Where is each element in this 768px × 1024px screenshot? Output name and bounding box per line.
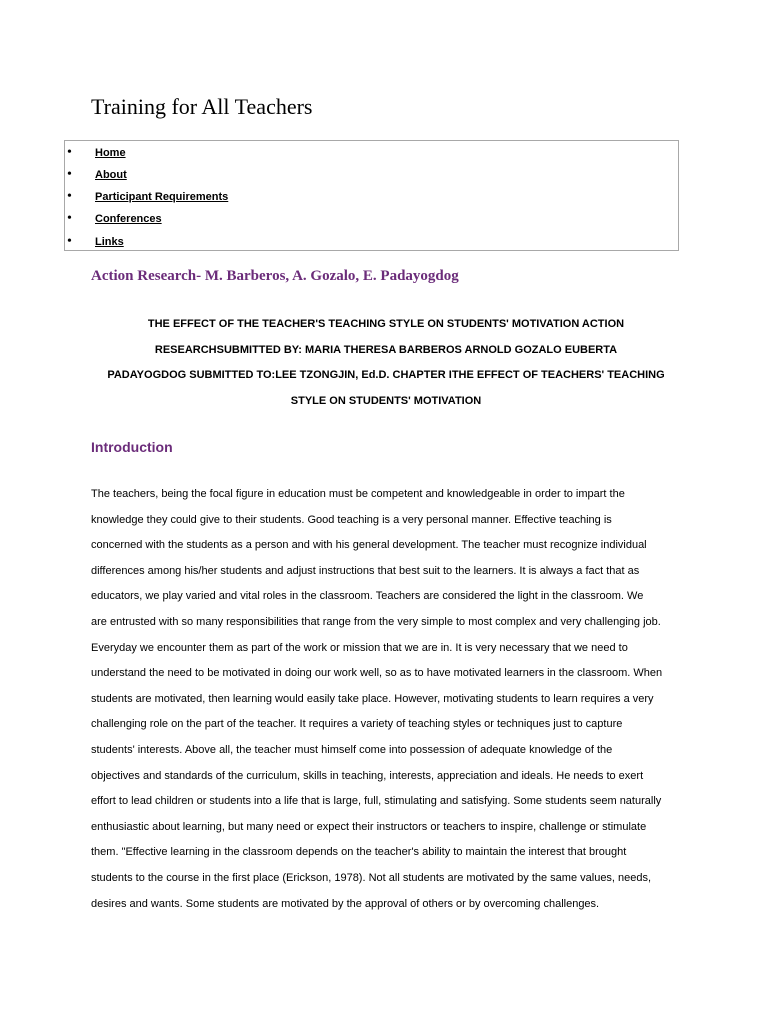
paragraph-line: students' interests. Above all, the teacher must himself come into possession of adequate knowledge of the <box>91 743 613 756</box>
paragraph-line: objectives and standards of the curriculum, skills in teaching, interests, appreciation and ideals. He needs to exert <box>91 769 644 782</box>
bullet-icon: • <box>67 145 72 160</box>
bullet-icon: • <box>67 234 72 249</box>
paragraph-line: effort to lead children or students into a life that is large, full, stimulating and satisfying. Some students seem naturally <box>91 795 662 808</box>
subtitle-line: STYLE ON STUDENTS' MOTIVATION <box>290 395 482 408</box>
nav-item-home <box>65 145 665 161</box>
paragraph-line: students to the course in the first place (Erickson, 1978). Not all students are motivated by the same values, needs, <box>91 871 652 884</box>
nav-item-links <box>65 234 665 250</box>
paragraph-line: students are motivated, then learning would easily take place. However, motivating students to learn requires a very <box>91 692 654 705</box>
paragraph-line: The teachers, being the focal figure in education must be competent and knowledgeable in order to impart the <box>91 488 625 500</box>
site-title: Training for All Teachers <box>91 94 313 119</box>
paragraph-line: Everyday we encounter them as part of the work or mission that we are in. It is very necessary that we need to <box>91 641 628 654</box>
paragraph-line: understand the need to be motivated in doing our work well, so as to have motivated learners in the classroom. When <box>91 667 663 680</box>
nav-link-home[interactable]: Home <box>95 147 126 159</box>
subtitle-line: THE EFFECT OF THE TEACHER'S TEACHING STYLE ON STUDENTS' MOTIVATION ACTION <box>147 318 625 330</box>
nav-link-participant-requirements[interactable]: Participant Requirements <box>95 191 229 203</box>
nav-link-conferences[interactable]: Conferences <box>95 213 162 225</box>
subtitle-line: RESEARCHSUBMITTED BY: MARIA THERESA BARBEROS ARNOLD GOZALO EUBERTA <box>154 343 618 356</box>
paragraph-line: them. "Effective learning in the classroom depends on the teacher's ability to maintain the interest that brought <box>91 846 627 859</box>
paragraph-line: differences among his/her students and adjust instructions that best suit to the learners. It is always a fact that as <box>91 564 640 577</box>
nav-item-conferences <box>65 211 665 227</box>
paragraph-line: desires and wants. Some students are motivated by the approval of others or by overcoming challenges. <box>91 897 600 910</box>
paragraph-line: are entrusted with so many responsibilities that range from the very simple to most complex and very challenging job. <box>91 615 661 628</box>
paragraph-line: knowledge they could give to their students. Good teaching is a very personal manner. Effective teaching is <box>91 513 612 526</box>
bullet-icon: • <box>67 167 72 182</box>
subtitle-line: PADAYOGDOG SUBMITTED TO:LEE TZONGJIN, Ed.D. CHAPTER ITHE EFFECT OF TEACHERS' TEACHING <box>107 369 665 382</box>
nav-link-about[interactable]: About <box>95 169 127 181</box>
paragraph-line: challenging role on the part of the teacher. It requires a variety of teaching styles or techniques just to capture <box>91 718 623 731</box>
paragraph-line: enthusiastic about learning, but many need or expect their instructors or teachers to inspire, challenge or stimulate <box>91 820 647 833</box>
article-title: Action Research- M. Barberos, A. Gozalo, E. Padayogdog <box>91 268 459 284</box>
nav-link-links[interactable]: Links <box>95 236 124 248</box>
bullet-icon: • <box>67 189 72 204</box>
section-heading-introduction: Introduction <box>91 439 173 455</box>
paragraph-line: concerned with the students as a person and with his general development. The teacher must recognize individual <box>91 539 647 552</box>
paragraph-line: educators, we play varied and vital roles in the classroom. Teachers are considered the light in the classroom. We <box>91 590 644 603</box>
navigation-menu <box>64 140 679 251</box>
nav-item-participant-requirements <box>65 189 665 205</box>
bullet-icon: • <box>67 211 72 226</box>
nav-item-about <box>65 167 665 183</box>
article-subtitle <box>91 312 681 415</box>
introduction-paragraph <box>91 482 691 917</box>
